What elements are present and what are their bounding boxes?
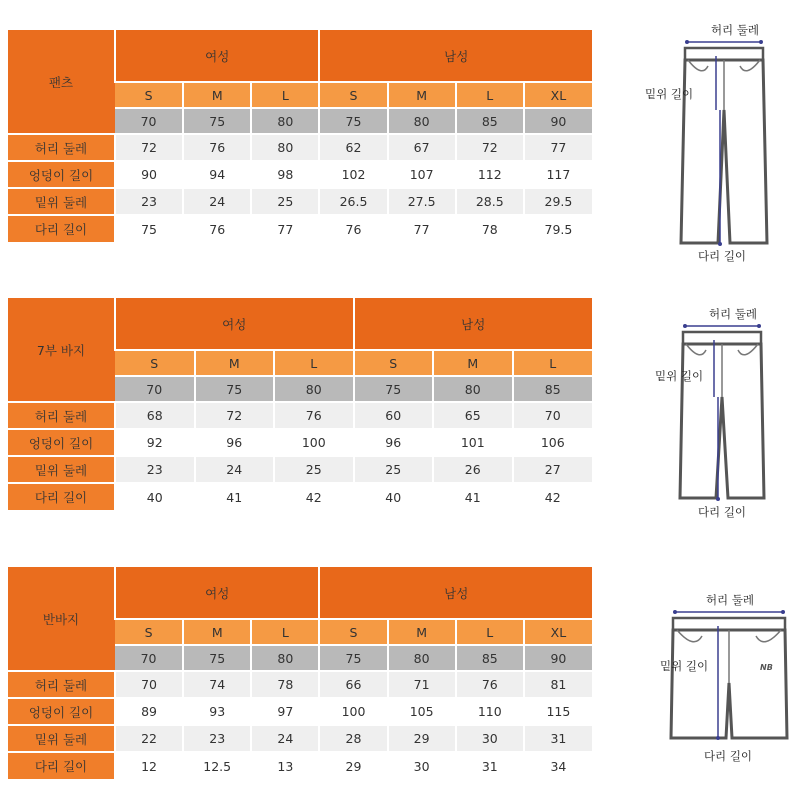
row-label: 다리 길이 [8, 483, 115, 510]
table-cell: 42 [274, 483, 354, 510]
table-cell: 77 [524, 134, 592, 161]
table-cell: 78 [456, 215, 524, 242]
table-cell: 42 [513, 483, 593, 510]
table-cell: 26 [433, 456, 513, 483]
waist-size-header: 85 [513, 376, 593, 402]
table-cell: 76 [274, 402, 354, 429]
table-cell: 75 [115, 215, 183, 242]
waist-label: 허리 둘레 [710, 23, 760, 37]
table-cell: 93 [183, 698, 251, 725]
size-header: XL [524, 619, 592, 645]
table-cell: 34 [524, 752, 592, 779]
waist-size-header: 80 [251, 108, 319, 134]
waist-size-header: 75 [195, 376, 275, 402]
table-cell: 72 [456, 134, 524, 161]
shorts-illustration [640, 588, 800, 768]
table-cell: 25 [251, 188, 319, 215]
table-cell: 29 [388, 725, 456, 752]
table-cell: 29 [319, 752, 387, 779]
table-cell: 28 [319, 725, 387, 752]
table-cell: 96 [354, 429, 434, 456]
table-cell: 40 [115, 483, 195, 510]
table-cell: 92 [115, 429, 195, 456]
table-cell: 25 [274, 456, 354, 483]
table-cell: 74 [183, 671, 251, 698]
size-header: M [183, 82, 251, 108]
table-title: 팬츠 [8, 30, 115, 134]
leg-label: 다리 길이 [697, 249, 747, 263]
waist-size-header: 70 [115, 376, 195, 402]
table-row [8, 429, 592, 456]
waist-size-header: 75 [319, 645, 387, 671]
size-header: S [115, 350, 195, 376]
table-row [8, 402, 592, 429]
table-cell: 62 [319, 134, 387, 161]
table-cell: 100 [274, 429, 354, 456]
table-row [8, 134, 592, 161]
waist-size-header: 85 [456, 645, 524, 671]
size-header: L [456, 619, 524, 645]
waist-size-header: 90 [524, 645, 592, 671]
table-cell: 65 [433, 402, 513, 429]
table-cell: 40 [354, 483, 434, 510]
row-label: 허리 둘레 [8, 134, 115, 161]
table-cell: 78 [251, 671, 319, 698]
table-cell: 12 [115, 752, 183, 779]
row-label: 엉덩이 길이 [8, 698, 115, 725]
table-cell: 30 [456, 725, 524, 752]
women-header: 여성 [115, 298, 354, 350]
size-header: M [388, 619, 456, 645]
size-header: L [274, 350, 354, 376]
table-cell: 27 [513, 456, 593, 483]
table-cell: 68 [115, 402, 195, 429]
table-cell: 66 [319, 671, 387, 698]
leg-label: 다리 길이 [703, 749, 753, 763]
shorts-size-table [8, 567, 592, 779]
table-cell: 23 [183, 725, 251, 752]
table-cell: 100 [319, 698, 387, 725]
men-header: 남성 [319, 567, 592, 619]
table-row [8, 698, 592, 725]
table-cell: 76 [183, 215, 251, 242]
table-cell: 31 [524, 725, 592, 752]
table-cell: 76 [319, 215, 387, 242]
size-header: S [354, 350, 434, 376]
men-header: 남성 [354, 298, 593, 350]
waist-size-header: 80 [388, 645, 456, 671]
size-header: S [319, 619, 387, 645]
leg-label: 다리 길이 [697, 505, 747, 519]
row-label: 엉덩이 길이 [8, 161, 115, 188]
table-cell: 41 [195, 483, 275, 510]
table-row [8, 161, 592, 188]
table-cell: 96 [195, 429, 275, 456]
table-cell: 28.5 [456, 188, 524, 215]
waist-size-header: 80 [433, 376, 513, 402]
men-header: 남성 [319, 30, 592, 82]
size-header: S [115, 82, 183, 108]
waist-size-header: 75 [319, 108, 387, 134]
table-cell: 25 [354, 456, 434, 483]
table-cell: 71 [388, 671, 456, 698]
table-row [8, 188, 592, 215]
table-cell: 24 [251, 725, 319, 752]
table-cell: 13 [251, 752, 319, 779]
size-header: M [183, 619, 251, 645]
row-label: 허리 둘레 [8, 402, 115, 429]
table-cell: 24 [183, 188, 251, 215]
rise-label: 밑위 길이 [660, 659, 709, 673]
waist-label: 허리 둘레 [705, 593, 755, 607]
table-cell: 24 [195, 456, 275, 483]
size-header: L [251, 82, 319, 108]
rise-label: 밑위 길이 [645, 87, 694, 101]
waist-size-header: 85 [456, 108, 524, 134]
table-row [8, 671, 592, 698]
waist-size-header: 90 [524, 108, 592, 134]
table-row [8, 456, 592, 483]
row-label: 밑위 둘레 [8, 725, 115, 752]
pants-illustration [640, 18, 800, 268]
table-cell: 60 [354, 402, 434, 429]
rise-label: 밑위 길이 [655, 369, 704, 383]
table-title: 반바지 [8, 567, 115, 671]
row-label: 다리 길이 [8, 752, 115, 779]
waist-size-header: 80 [251, 645, 319, 671]
shorts-diagram [640, 588, 800, 768]
table-cell: 98 [251, 161, 319, 188]
cropped-pants-diagram [640, 302, 800, 527]
table-cell: 97 [251, 698, 319, 725]
waist-size-header: 75 [354, 376, 434, 402]
waist-label: 허리 둘레 [708, 307, 758, 321]
waist-size-header: 80 [388, 108, 456, 134]
table-cell: 115 [524, 698, 592, 725]
table-cell: 22 [115, 725, 183, 752]
table-cell: 23 [115, 188, 183, 215]
table-cell: 12.5 [183, 752, 251, 779]
table-cell: 29.5 [524, 188, 592, 215]
table-cell: 70 [115, 671, 183, 698]
nb-logo: NB [760, 663, 773, 672]
table-cell: 117 [524, 161, 592, 188]
table-cell: 23 [115, 456, 195, 483]
women-header: 여성 [115, 30, 319, 82]
table-cell: 72 [115, 134, 183, 161]
cropped-pants-size-table [8, 298, 592, 510]
row-label: 밑위 둘레 [8, 188, 115, 215]
size-header: XL [524, 82, 592, 108]
size-header: L [513, 350, 593, 376]
waist-size-header: 80 [274, 376, 354, 402]
pants-size-table [8, 30, 592, 242]
table-row [8, 725, 592, 752]
table-cell: 106 [513, 429, 593, 456]
table-cell: 101 [433, 429, 513, 456]
size-header: M [433, 350, 513, 376]
waist-size-header: 70 [115, 645, 183, 671]
size-header: L [456, 82, 524, 108]
table-cell: 76 [183, 134, 251, 161]
table-cell: 89 [115, 698, 183, 725]
table-cell: 30 [388, 752, 456, 779]
table-cell: 70 [513, 402, 593, 429]
table-cell: 112 [456, 161, 524, 188]
table-cell: 77 [388, 215, 456, 242]
size-header: M [388, 82, 456, 108]
table-cell: 41 [433, 483, 513, 510]
table-title: 7부 바지 [8, 298, 115, 402]
table-cell: 79.5 [524, 215, 592, 242]
women-header: 여성 [115, 567, 319, 619]
size-header: S [319, 82, 387, 108]
table-cell: 81 [524, 671, 592, 698]
size-header: L [251, 619, 319, 645]
table-cell: 107 [388, 161, 456, 188]
table-cell: 76 [456, 671, 524, 698]
table-cell: 67 [388, 134, 456, 161]
pants-diagram [640, 18, 800, 268]
row-label: 허리 둘레 [8, 671, 115, 698]
size-header: M [195, 350, 275, 376]
table-cell: 90 [115, 161, 183, 188]
table-cell: 31 [456, 752, 524, 779]
waist-size-header: 75 [183, 108, 251, 134]
table-cell: 72 [195, 402, 275, 429]
table-cell: 94 [183, 161, 251, 188]
table-row [8, 215, 592, 242]
table-cell: 26.5 [319, 188, 387, 215]
waist-size-header: 75 [183, 645, 251, 671]
table-cell: 77 [251, 215, 319, 242]
table-row [8, 483, 592, 510]
table-cell: 110 [456, 698, 524, 725]
table-cell: 27.5 [388, 188, 456, 215]
waist-size-header: 70 [115, 108, 183, 134]
size-header: S [115, 619, 183, 645]
table-cell: 80 [251, 134, 319, 161]
table-cell: 105 [388, 698, 456, 725]
table-cell: 102 [319, 161, 387, 188]
cropped-pants-illustration [640, 302, 800, 527]
row-label: 엉덩이 길이 [8, 429, 115, 456]
row-label: 밑위 둘레 [8, 456, 115, 483]
table-row [8, 752, 592, 779]
row-label: 다리 길이 [8, 215, 115, 242]
